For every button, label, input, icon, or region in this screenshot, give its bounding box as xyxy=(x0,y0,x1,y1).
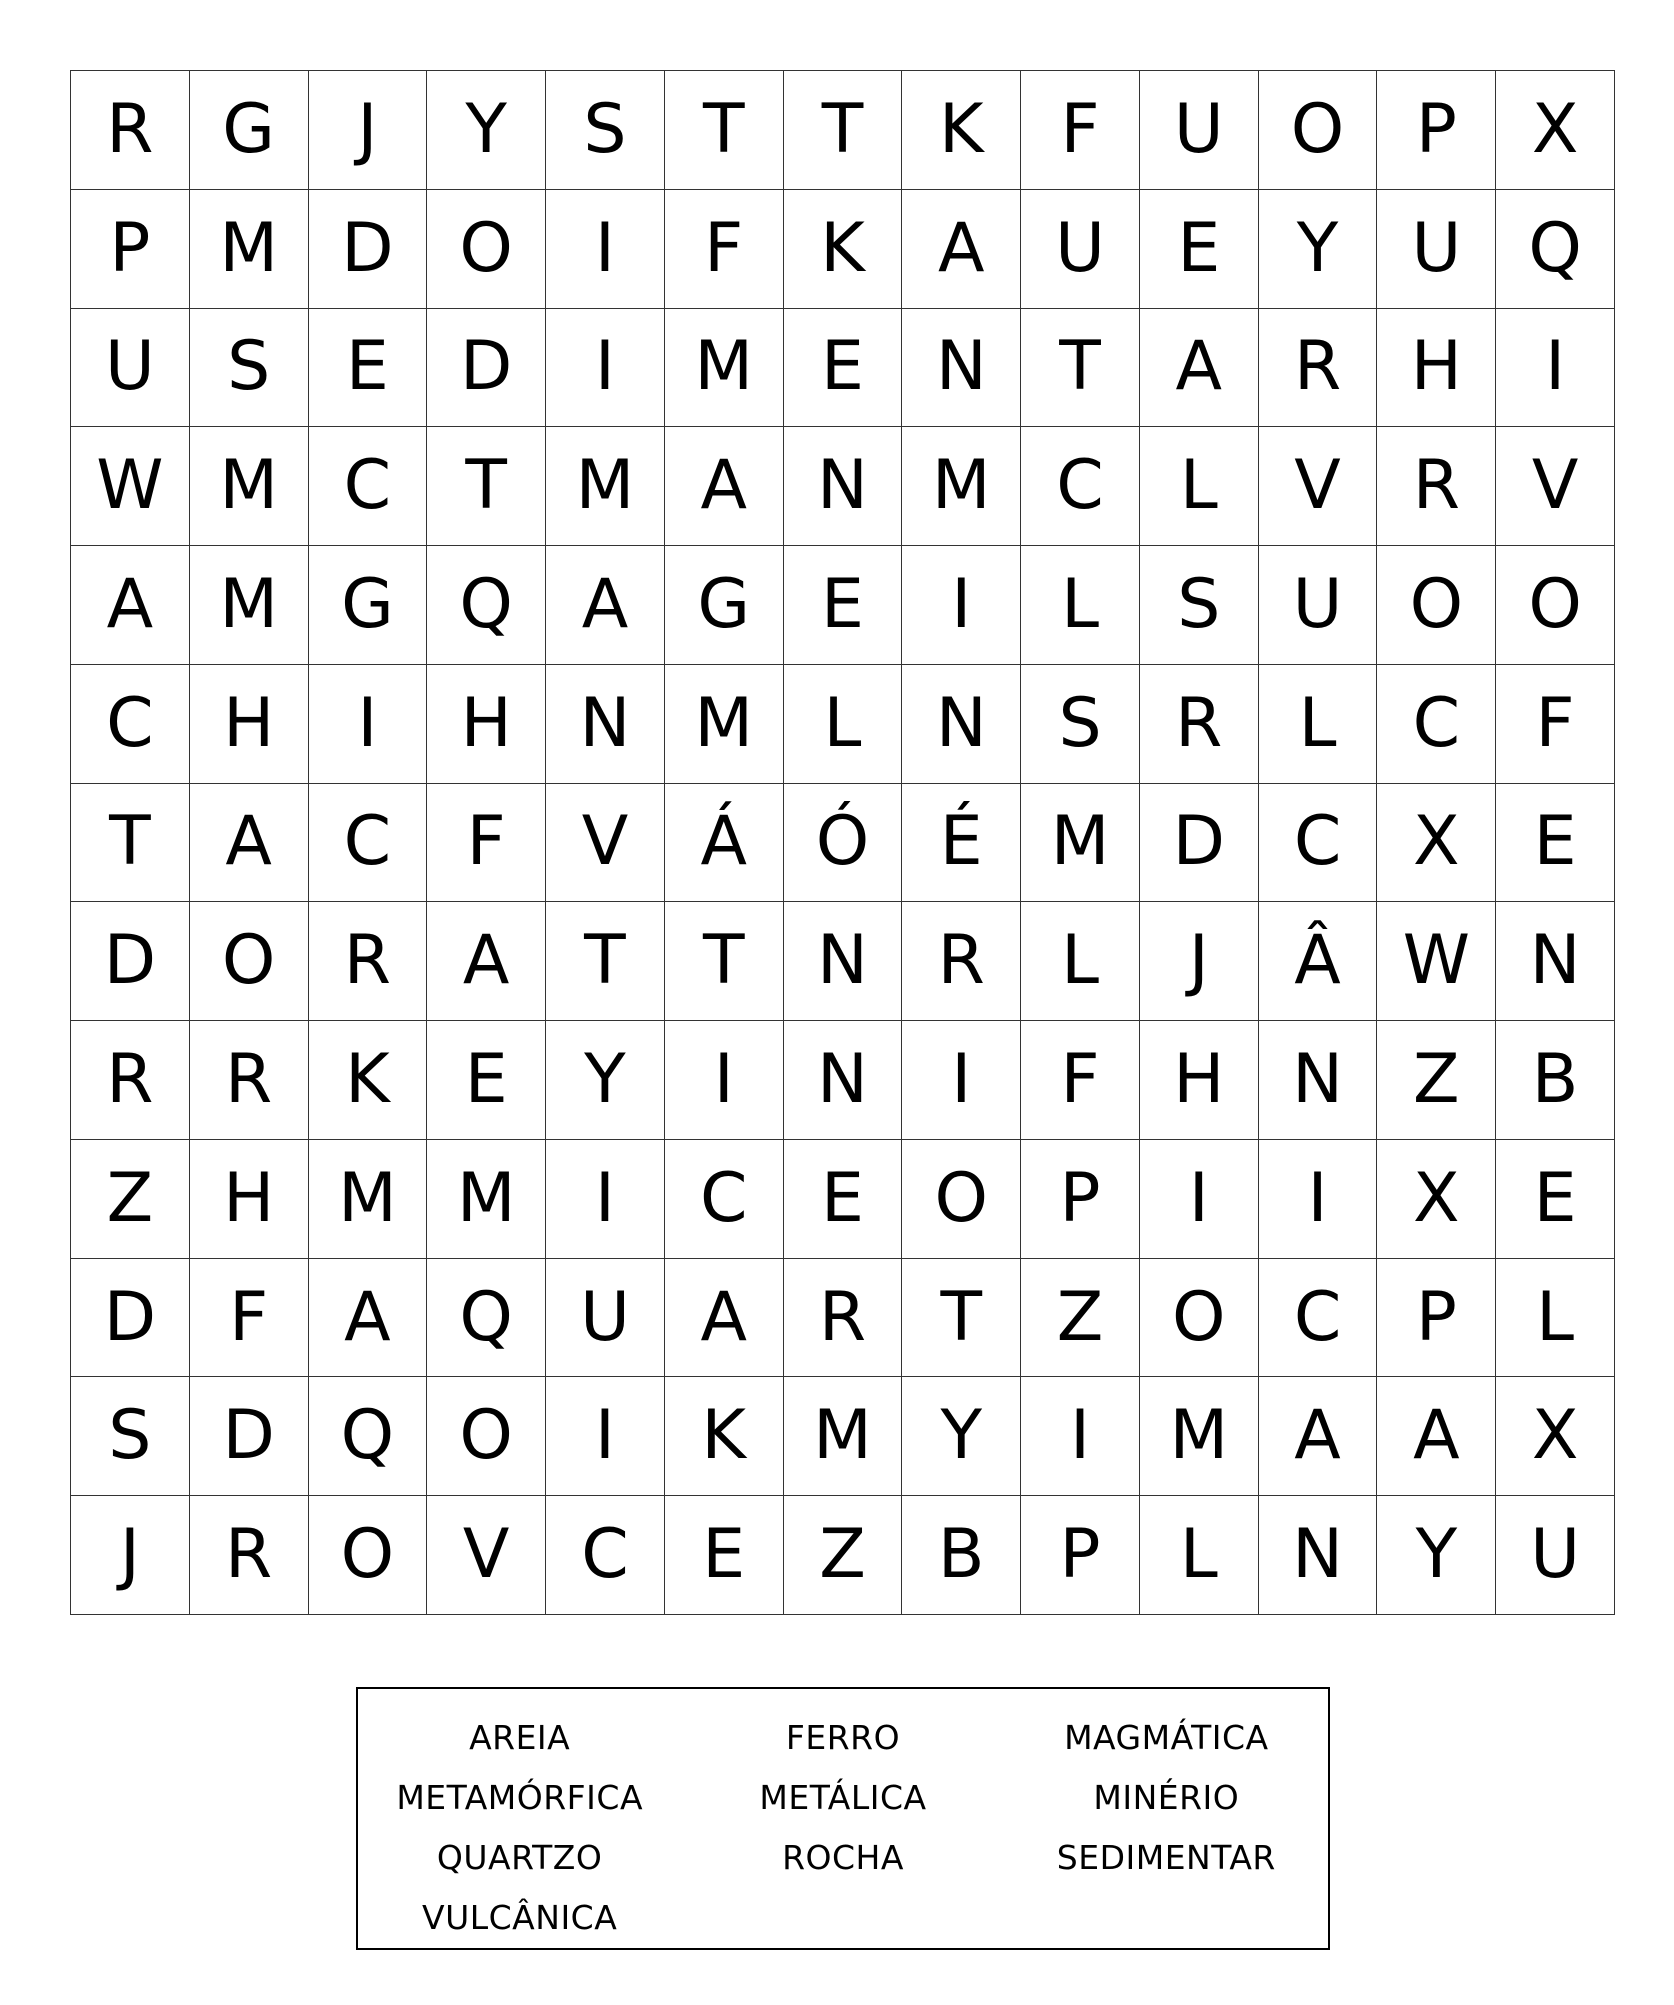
grid-cell[interactable]: I xyxy=(309,665,428,784)
grid-cell[interactable]: E xyxy=(784,309,903,428)
grid-cell[interactable]: H xyxy=(427,665,546,784)
grid-cell[interactable]: T xyxy=(1021,309,1140,428)
grid-cell[interactable]: T xyxy=(665,902,784,1021)
word-list-item: MINÉRIO xyxy=(1093,1777,1240,1817)
grid-cell[interactable]: N xyxy=(784,1021,903,1140)
grid-cell[interactable]: N xyxy=(902,309,1021,428)
grid-cell[interactable]: U xyxy=(71,309,190,428)
grid-cell[interactable]: K xyxy=(784,190,903,309)
grid-cell[interactable]: M xyxy=(1140,1377,1259,1496)
grid-cell[interactable]: R xyxy=(1259,309,1378,428)
grid-cell[interactable]: M xyxy=(309,1140,428,1259)
grid-cell[interactable]: O xyxy=(1140,1259,1259,1378)
grid-cell[interactable]: E xyxy=(1496,1140,1615,1259)
grid-cell[interactable]: A xyxy=(309,1259,428,1378)
grid-cell[interactable]: R xyxy=(71,1021,190,1140)
grid-cell[interactable]: H xyxy=(190,1140,309,1259)
grid-cell[interactable]: Y xyxy=(1259,190,1378,309)
grid-cell[interactable]: X xyxy=(1496,71,1615,190)
grid-cell[interactable]: A xyxy=(546,546,665,665)
grid-cell[interactable]: W xyxy=(1377,902,1496,1021)
grid-cell[interactable]: T xyxy=(427,427,546,546)
grid-cell[interactable]: Q xyxy=(427,1259,546,1378)
grid-cell[interactable]: I xyxy=(902,1021,1021,1140)
grid-cell[interactable]: L xyxy=(1259,665,1378,784)
grid-cell[interactable]: R xyxy=(1377,427,1496,546)
grid-cell[interactable]: E xyxy=(784,546,903,665)
grid-cell[interactable]: H xyxy=(1140,1021,1259,1140)
grid-cell[interactable]: V xyxy=(546,784,665,903)
grid-cell[interactable]: P xyxy=(1021,1496,1140,1615)
grid-cell[interactable]: V xyxy=(1259,427,1378,546)
grid-cell[interactable]: U xyxy=(1140,71,1259,190)
grid-cell[interactable]: A xyxy=(71,546,190,665)
grid-cell[interactable]: O xyxy=(427,190,546,309)
grid-cell[interactable]: J xyxy=(1140,902,1259,1021)
grid-cell[interactable]: M xyxy=(1021,784,1140,903)
grid-cell[interactable]: R xyxy=(190,1496,309,1615)
grid-cell[interactable]: M xyxy=(190,190,309,309)
grid-cell[interactable]: U xyxy=(1259,546,1378,665)
grid-cell[interactable]: N xyxy=(1259,1021,1378,1140)
grid-cell[interactable]: I xyxy=(546,1140,665,1259)
grid-cell[interactable]: R xyxy=(1140,665,1259,784)
grid-cell[interactable]: N xyxy=(546,665,665,784)
grid-cell[interactable]: N xyxy=(784,902,903,1021)
grid-cell[interactable]: A xyxy=(902,190,1021,309)
grid-cell[interactable]: O xyxy=(427,1377,546,1496)
grid-cell[interactable]: S xyxy=(71,1377,190,1496)
grid-cell[interactable]: J xyxy=(309,71,428,190)
grid-cell[interactable]: E xyxy=(1140,190,1259,309)
grid-cell[interactable]: S xyxy=(190,309,309,428)
grid-cell[interactable]: Y xyxy=(1377,1496,1496,1615)
grid-cell[interactable]: P xyxy=(1377,1259,1496,1378)
grid-cell[interactable]: O xyxy=(190,902,309,1021)
grid-cell[interactable]: C xyxy=(71,665,190,784)
grid-cell[interactable]: S xyxy=(1140,546,1259,665)
grid-cell[interactable]: M xyxy=(190,546,309,665)
grid-cell[interactable]: I xyxy=(546,1377,665,1496)
grid-cell[interactable]: D xyxy=(427,309,546,428)
grid-cell[interactable]: M xyxy=(665,665,784,784)
grid-cell[interactable]: D xyxy=(71,902,190,1021)
grid-cell[interactable]: I xyxy=(1021,1377,1140,1496)
grid-cell[interactable]: A xyxy=(1259,1377,1378,1496)
grid-cell[interactable]: Y xyxy=(902,1377,1021,1496)
grid-cell[interactable]: Z xyxy=(784,1496,903,1615)
grid-cell[interactable]: U xyxy=(1377,190,1496,309)
grid-cell[interactable]: A xyxy=(427,902,546,1021)
word-list-item: METAMÓRFICA xyxy=(396,1777,644,1817)
word-list xyxy=(356,1687,1330,1950)
grid-cell[interactable]: Y xyxy=(546,1021,665,1140)
grid-cell[interactable]: Q xyxy=(427,546,546,665)
grid-cell[interactable]: R xyxy=(784,1259,903,1378)
grid-cell[interactable]: E xyxy=(1496,784,1615,903)
word-list-item: FERRO xyxy=(785,1717,901,1757)
grid-cell[interactable]: O xyxy=(902,1140,1021,1259)
grid-cell[interactable]: R xyxy=(902,902,1021,1021)
grid-cell[interactable]: F xyxy=(190,1259,309,1378)
grid-cell[interactable]: V xyxy=(427,1496,546,1615)
grid-cell[interactable]: L xyxy=(1496,1259,1615,1378)
grid-cell[interactable]: Q xyxy=(309,1377,428,1496)
grid-cell[interactable]: F xyxy=(665,190,784,309)
grid-cell[interactable]: L xyxy=(1021,902,1140,1021)
grid-cell[interactable]: M xyxy=(902,427,1021,546)
grid-cell[interactable]: Q xyxy=(1496,190,1615,309)
grid-cell[interactable]: F xyxy=(1021,1021,1140,1140)
grid-cell[interactable]: É xyxy=(902,784,1021,903)
grid-cell[interactable]: Z xyxy=(71,1140,190,1259)
grid-cell[interactable]: E xyxy=(309,309,428,428)
grid-cell[interactable]: L xyxy=(1021,546,1140,665)
grid-cell[interactable]: I xyxy=(546,190,665,309)
grid-cell[interactable]: N xyxy=(784,427,903,546)
grid-cell[interactable]: M xyxy=(546,427,665,546)
grid-cell[interactable]: O xyxy=(1259,71,1378,190)
grid-cell[interactable]: K xyxy=(665,1377,784,1496)
grid-cell[interactable]: I xyxy=(1259,1140,1378,1259)
grid-cell[interactable]: Â xyxy=(1259,902,1378,1021)
grid-cell[interactable]: O xyxy=(1496,546,1615,665)
grid-cell[interactable]: G xyxy=(190,71,309,190)
grid-cell[interactable]: D xyxy=(1140,784,1259,903)
grid-cell[interactable]: D xyxy=(309,190,428,309)
grid-cell[interactable]: Á xyxy=(665,784,784,903)
grid-cell[interactable]: C xyxy=(309,427,428,546)
grid-cell[interactable]: P xyxy=(71,190,190,309)
grid-cell[interactable]: B xyxy=(1496,1021,1615,1140)
grid-cell[interactable]: G xyxy=(309,546,428,665)
grid-cell[interactable]: M xyxy=(665,309,784,428)
grid-cell[interactable]: D xyxy=(71,1259,190,1378)
grid-cell[interactable]: E xyxy=(665,1496,784,1615)
grid-cell[interactable]: I xyxy=(546,309,665,428)
grid-cell[interactable]: T xyxy=(71,784,190,903)
grid-cell[interactable]: A xyxy=(1140,309,1259,428)
grid-cell[interactable]: W xyxy=(71,427,190,546)
word-list-item: VULCÂNICA xyxy=(422,1897,618,1937)
grid-cell[interactable]: H xyxy=(1377,309,1496,428)
grid-cell[interactable]: S xyxy=(546,71,665,190)
grid-cell[interactable]: U xyxy=(546,1259,665,1378)
grid-cell[interactable]: C xyxy=(1259,1259,1378,1378)
grid-cell[interactable]: I xyxy=(665,1021,784,1140)
grid-cell[interactable]: C xyxy=(309,784,428,903)
grid-cell[interactable]: Z xyxy=(1021,1259,1140,1378)
word-list-item: MAGMÁTICA xyxy=(1064,1717,1269,1757)
grid-cell[interactable]: O xyxy=(309,1496,428,1615)
word-list-item: ROCHA xyxy=(782,1837,904,1877)
grid-cell[interactable]: M xyxy=(427,1140,546,1259)
word-list-item: METÁLICA xyxy=(759,1777,927,1817)
grid-cell[interactable]: L xyxy=(1140,1496,1259,1615)
grid-cell[interactable]: C xyxy=(546,1496,665,1615)
grid-cell[interactable]: C xyxy=(1377,665,1496,784)
word-list-item: QUARTZO xyxy=(436,1837,603,1877)
grid-cell[interactable]: F xyxy=(1496,665,1615,784)
grid-cell[interactable]: I xyxy=(902,546,1021,665)
grid-cell[interactable]: B xyxy=(902,1496,1021,1615)
grid-cell[interactable]: T xyxy=(546,902,665,1021)
grid-cell[interactable]: R xyxy=(190,1021,309,1140)
grid-cell[interactable]: O xyxy=(1377,546,1496,665)
grid-cell[interactable]: M xyxy=(784,1377,903,1496)
grid-cell[interactable]: I xyxy=(1496,309,1615,428)
grid-cell[interactable]: A xyxy=(665,427,784,546)
grid-cell[interactable]: L xyxy=(1140,427,1259,546)
grid-cell[interactable]: Z xyxy=(1377,1021,1496,1140)
grid-cell[interactable]: F xyxy=(1021,71,1140,190)
grid-cell[interactable]: T xyxy=(902,1259,1021,1378)
grid-cell[interactable]: V xyxy=(1496,427,1615,546)
grid-cell[interactable]: Ó xyxy=(784,784,903,903)
grid-cell[interactable]: T xyxy=(665,71,784,190)
grid-cell[interactable]: K xyxy=(309,1021,428,1140)
grid-cell[interactable]: X xyxy=(1377,784,1496,903)
grid-cell[interactable]: P xyxy=(1377,71,1496,190)
grid-cell[interactable]: P xyxy=(1021,1140,1140,1259)
grid-cell[interactable]: L xyxy=(784,665,903,784)
grid-cell[interactable]: N xyxy=(1496,902,1615,1021)
word-list-item: SEDIMENTAR xyxy=(1056,1837,1276,1877)
grid-cell[interactable]: C xyxy=(1021,427,1140,546)
grid-cell[interactable]: N xyxy=(902,665,1021,784)
grid-cell[interactable]: R xyxy=(71,71,190,190)
grid-cell[interactable]: A xyxy=(665,1259,784,1378)
grid-cell[interactable]: C xyxy=(1259,784,1378,903)
grid-cell[interactable]: X xyxy=(1377,1140,1496,1259)
grid-cell[interactable]: J xyxy=(71,1496,190,1615)
grid-cell[interactable]: I xyxy=(1140,1140,1259,1259)
grid-cell[interactable]: Y xyxy=(427,71,546,190)
grid-cell[interactable]: K xyxy=(902,71,1021,190)
grid-cell[interactable]: T xyxy=(784,71,903,190)
grid-cell[interactable]: F xyxy=(427,784,546,903)
grid-cell[interactable]: R xyxy=(309,902,428,1021)
grid-cell[interactable]: M xyxy=(190,427,309,546)
grid-cell[interactable]: U xyxy=(1496,1496,1615,1615)
word-search-grid xyxy=(70,70,1615,1615)
grid-cell[interactable]: A xyxy=(1377,1377,1496,1496)
grid-cell[interactable]: S xyxy=(1021,665,1140,784)
grid-cell[interactable]: A xyxy=(190,784,309,903)
grid-cell[interactable]: H xyxy=(190,665,309,784)
grid-cell[interactable]: E xyxy=(427,1021,546,1140)
grid-cell[interactable]: U xyxy=(1021,190,1140,309)
grid-cell[interactable]: C xyxy=(665,1140,784,1259)
grid-cell[interactable]: E xyxy=(784,1140,903,1259)
grid-cell[interactable]: D xyxy=(190,1377,309,1496)
grid-cell[interactable]: N xyxy=(1259,1496,1378,1615)
grid-cell[interactable]: X xyxy=(1496,1377,1615,1496)
grid-cell[interactable]: G xyxy=(665,546,784,665)
word-list-item: AREIA xyxy=(469,1717,571,1757)
